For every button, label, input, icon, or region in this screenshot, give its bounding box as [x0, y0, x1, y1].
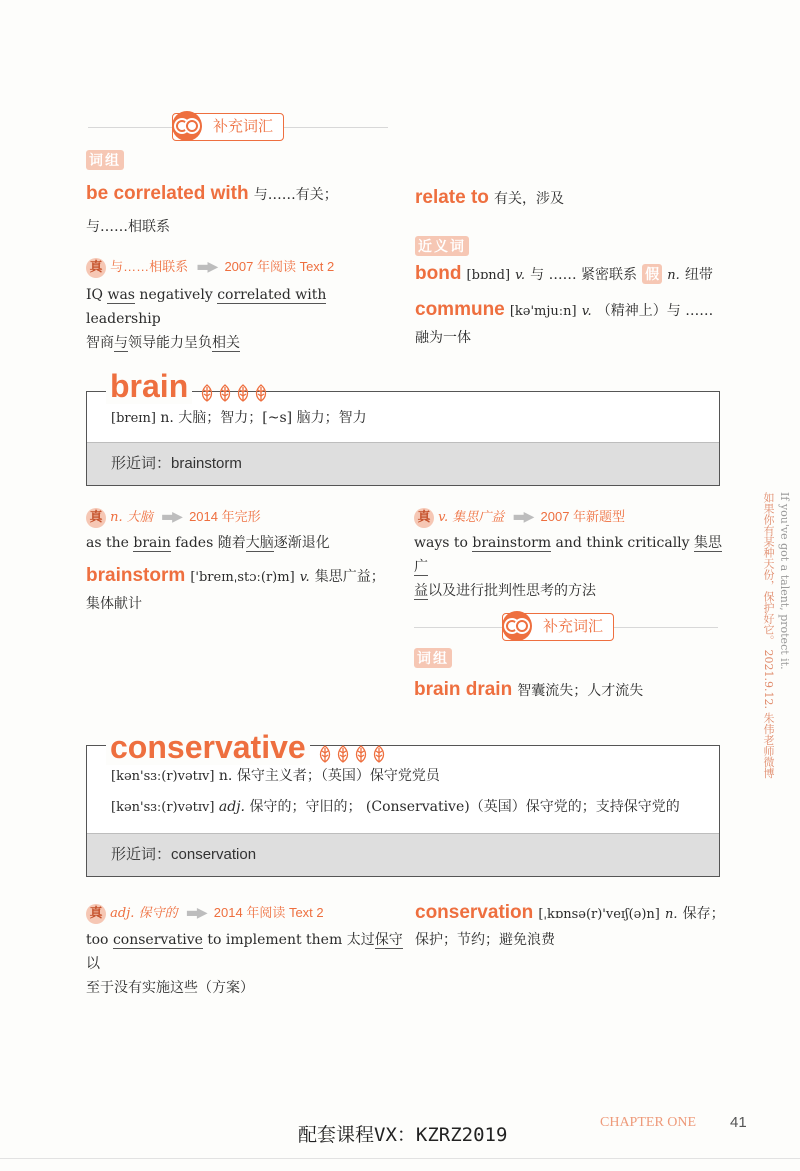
page-number: 41 — [730, 1114, 747, 1131]
derivative-conservation: conservation [ˌkɒnsə(r)'veɪʃ(ə)n] n. 保存； — [415, 902, 725, 923]
supplement-header: 补充词汇 — [502, 613, 614, 641]
side-note: 如果你有某种天份，保护好它。 2021.9.12. 朱伟老师微博 — [762, 492, 775, 779]
brainstorm-definition-2: 集体献计 — [86, 596, 142, 612]
zhen-badge: 真 — [86, 508, 106, 528]
phrase-relate-to: relate to — [415, 187, 489, 208]
jia-badge: 假 — [642, 264, 662, 284]
example-sentence: IQ was negatively correlated with leadership 智商与领导能力呈负相关 — [86, 287, 327, 351]
group-tag: 词组 — [414, 648, 452, 668]
zhen-badge: 真 — [86, 904, 106, 924]
leaf-icon — [199, 384, 215, 402]
headword-conservative: conservative — [106, 729, 310, 765]
leaf-icon — [335, 745, 351, 763]
supplement-header: 补充词汇 — [172, 113, 284, 141]
chapter-label: CHAPTER ONE — [600, 1115, 697, 1130]
leaf-icon — [371, 745, 387, 763]
side-note-english: If you've got a talent, protect it. — [778, 492, 791, 670]
brain-definition: [breɪn] n. 大脑；智力；[~s] 脑力；智力 — [111, 410, 367, 426]
exam-reference: 真 adj. 保守的 ▬▶ 2014 年阅读 Text 2 — [86, 902, 324, 924]
leaf-rating — [197, 382, 269, 401]
leaf-icon — [353, 745, 369, 763]
footer-rule — [0, 1158, 800, 1159]
example-sentence: too conservative to implement them 太过保守以 至于没有实施这些（方案） — [86, 932, 403, 996]
phrase-definition-2: 与……相联系 — [86, 219, 170, 235]
owl-icon — [172, 111, 202, 141]
phrase-definition: 与……有关； — [253, 187, 338, 203]
conservative-definition-1: [kən'sɜː(r)vətɪv] n. 保守主义者；（英国）保守党党员 — [111, 768, 440, 784]
synonym-bond: bond [bɒnd] v. 与 …… 紧密联系 假 n. 纽带 — [415, 263, 713, 284]
commune-definition-2: 融为一体 — [415, 330, 471, 346]
entry-box-brain — [86, 391, 720, 486]
derivative-brainstorm: brainstorm ['breɪnˌstɔː(r)m] v. 集思广益； — [86, 565, 385, 586]
group-tag: 词组 — [86, 150, 124, 170]
phrase-brain-drain: brain drain 智囊流失；人才流失 — [414, 679, 644, 700]
headword-conservative-row — [106, 729, 387, 766]
example-sentence: as the brain fades 随着大脑逐渐退化 — [86, 535, 330, 551]
synonym-tag: 近义词 — [415, 236, 469, 256]
similar-word-band: 形近词：brainstorm — [87, 442, 719, 485]
exam-reference: 真 n. 大脑 ▬▶ 2014 年完形 — [86, 506, 261, 528]
owl-icon — [502, 611, 532, 641]
similar-word-band: 形近词：conservation — [87, 833, 719, 876]
leaf-icon — [317, 745, 333, 763]
headword-brain: brain — [106, 368, 192, 404]
promo-text: 配套课程VX：KZRZ2019 — [298, 1124, 508, 1146]
conservative-definition-2: [kən'sɜː(r)vətɪv] adj. 保守的；守旧的； (Conservative)（英国）保守党的；支持保守党的 — [111, 799, 680, 815]
leaf-icon — [235, 384, 251, 402]
example-sentence: ways to brainstorm and think critically 集思广 益以及进行批判性思考的方法 — [414, 535, 723, 599]
leaf-rating — [315, 743, 387, 762]
arrow-icon: ▬▶ — [196, 259, 217, 275]
exam-reference: 真 与……相联系 ▬▶ 2007 年阅读 Text 2 — [86, 256, 334, 278]
exam-reference: 真 v. 集思广益 ▬▶ 2007 年新题型 — [414, 506, 625, 528]
zhen-badge: 真 — [414, 508, 434, 528]
zhen-badge: 真 — [86, 258, 106, 278]
headword-brain-row — [106, 368, 269, 405]
synonym-commune: commune [kə'mjuːn] v. （精神上）与 …… — [415, 299, 714, 320]
conservation-definition-2: 保护；节约；避免浪费 — [415, 932, 555, 948]
phrase-be-correlated-with: be correlated with — [86, 183, 249, 204]
leaf-icon — [217, 384, 233, 402]
arrow-icon: ▬▶ — [160, 509, 181, 525]
arrow-icon: ▬▶ — [185, 905, 206, 921]
leaf-icon — [253, 384, 269, 402]
arrow-icon: ▬▶ — [512, 509, 533, 525]
